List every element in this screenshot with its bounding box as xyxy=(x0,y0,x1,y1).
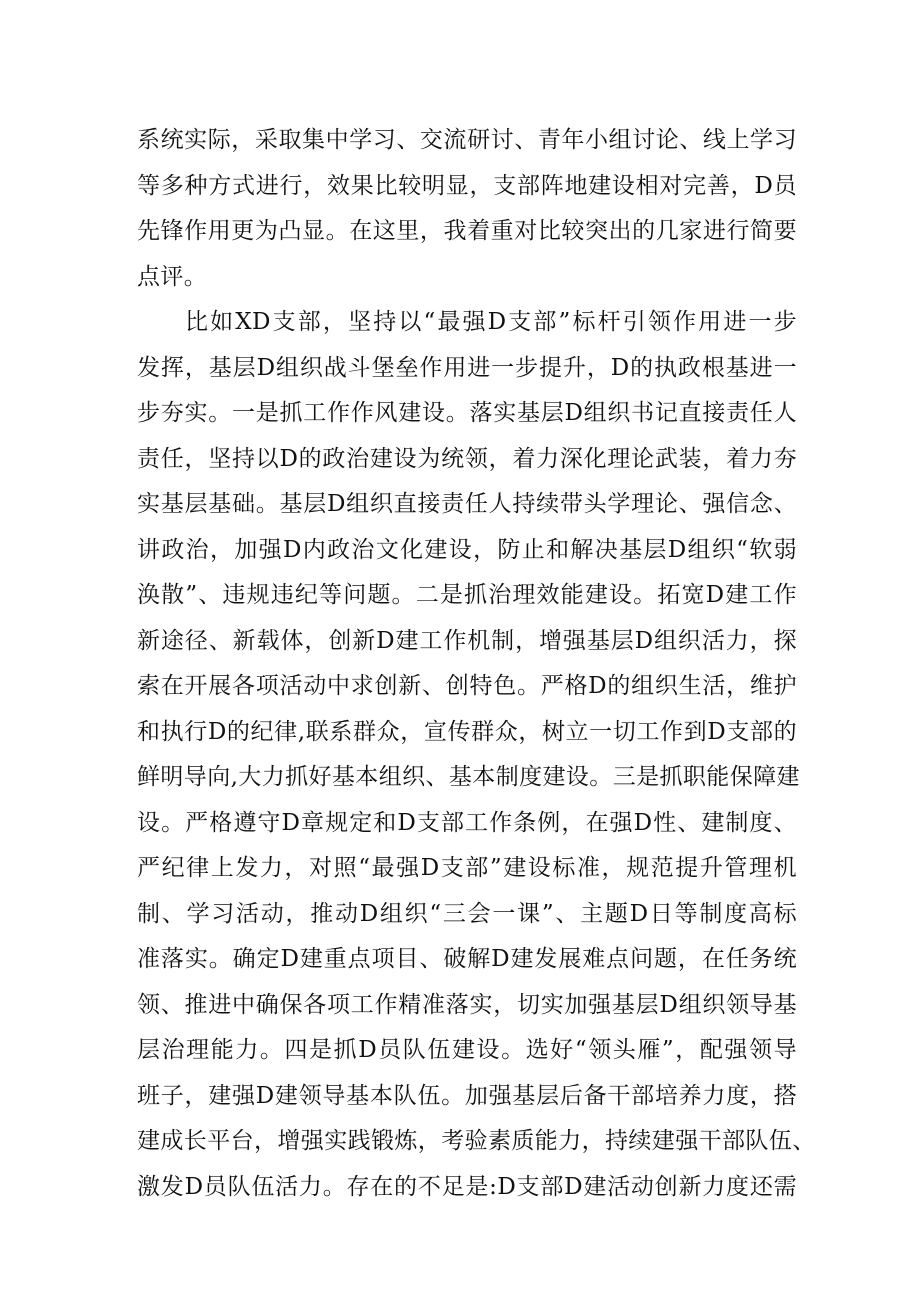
text-line: 系统实际，采取集中学习、交流研讨、青年小组讨论、线上学习 xyxy=(137,127,797,153)
text-line: 比如XD支部，坚持以“最强D支部”标杆引领作用进一步 xyxy=(185,309,797,335)
text-line: 设。严格遵守D章规定和D支部工作条例，在强D性、建制度、 xyxy=(137,809,797,836)
text-line: 建成长平台，增强实践锻炼，考验素质能力，持续建强干部队伍、 xyxy=(137,1128,816,1154)
text-line: 制、学习活动，推动D组织“三会一课”、主题D日等制度高标 xyxy=(137,900,797,927)
text-line: 准落实。确定D建重点项目、破解D建发展难点问题，在任务统 xyxy=(137,946,797,972)
text-line: 讲政治，加强D内政治文化建设，防止和解决基层D组织“软弱 xyxy=(137,536,797,563)
body-text xyxy=(137,118,816,1210)
text-line: 等多种方式进行，效果比较明显，支部阵地建设相对完善，D员 xyxy=(137,172,797,199)
text-line: 新途径、新载体，创新D建工作机制，增强基层D组织活力，探 xyxy=(137,627,797,654)
text-line: 班子，建强D建领导基本队伍。加强基层后备干部培养力度，搭 xyxy=(137,1082,797,1109)
text-line: 发挥，基层D组织战斗堡垒作用进一步提升，D的执政根基进一 xyxy=(137,354,797,381)
text-line: 严纪律上发力，对照“最强D支部”建设标准，规范提升管理机 xyxy=(137,855,797,881)
text-line: 鲜明导向,大力抓好基本组织、基本制度建设。三是抓职能保障建 xyxy=(137,764,800,790)
paragraph-2 xyxy=(137,300,816,1210)
paragraph-1 xyxy=(137,118,797,300)
text-line: 涣散”、违规违纪等问题。二是抓治理效能建设。拓宽D建工作 xyxy=(137,582,797,608)
text-line: 责任，坚持以D的政治建设为统领，着力深化理论武装，着力夯 xyxy=(137,445,797,472)
text-line: 先锋作用更为凸显。在这里，我着重对比较突出的几家进行简要 xyxy=(137,218,797,244)
text-line: 激发D员队伍活力。存在的不足是:D支部D建活动创新力度还需 xyxy=(137,1173,797,1200)
text-line: 实基层基础。基层D组织直接责任人持续带头学理论、强信念、 xyxy=(137,491,797,517)
text-line: 点评。 xyxy=(137,263,208,290)
text-line: 领、推进中确保各项工作精准落实，切实加强基层D组织领导基 xyxy=(137,991,797,1018)
text-line: 和执行D的纪律,联系群众，宣传群众，树立一切工作到D支部的 xyxy=(137,718,797,745)
text-line: 索在开展各项活动中求创新、创特色。严格D的组织生活，维护 xyxy=(137,673,797,699)
text-line: 步夯实。一是抓工作作风建设。落实基层D组织书记直接责任人 xyxy=(137,400,797,426)
text-line: 层治理能力。四是抓D员队伍建设。选好“领头雁”，配强领导 xyxy=(137,1037,797,1063)
